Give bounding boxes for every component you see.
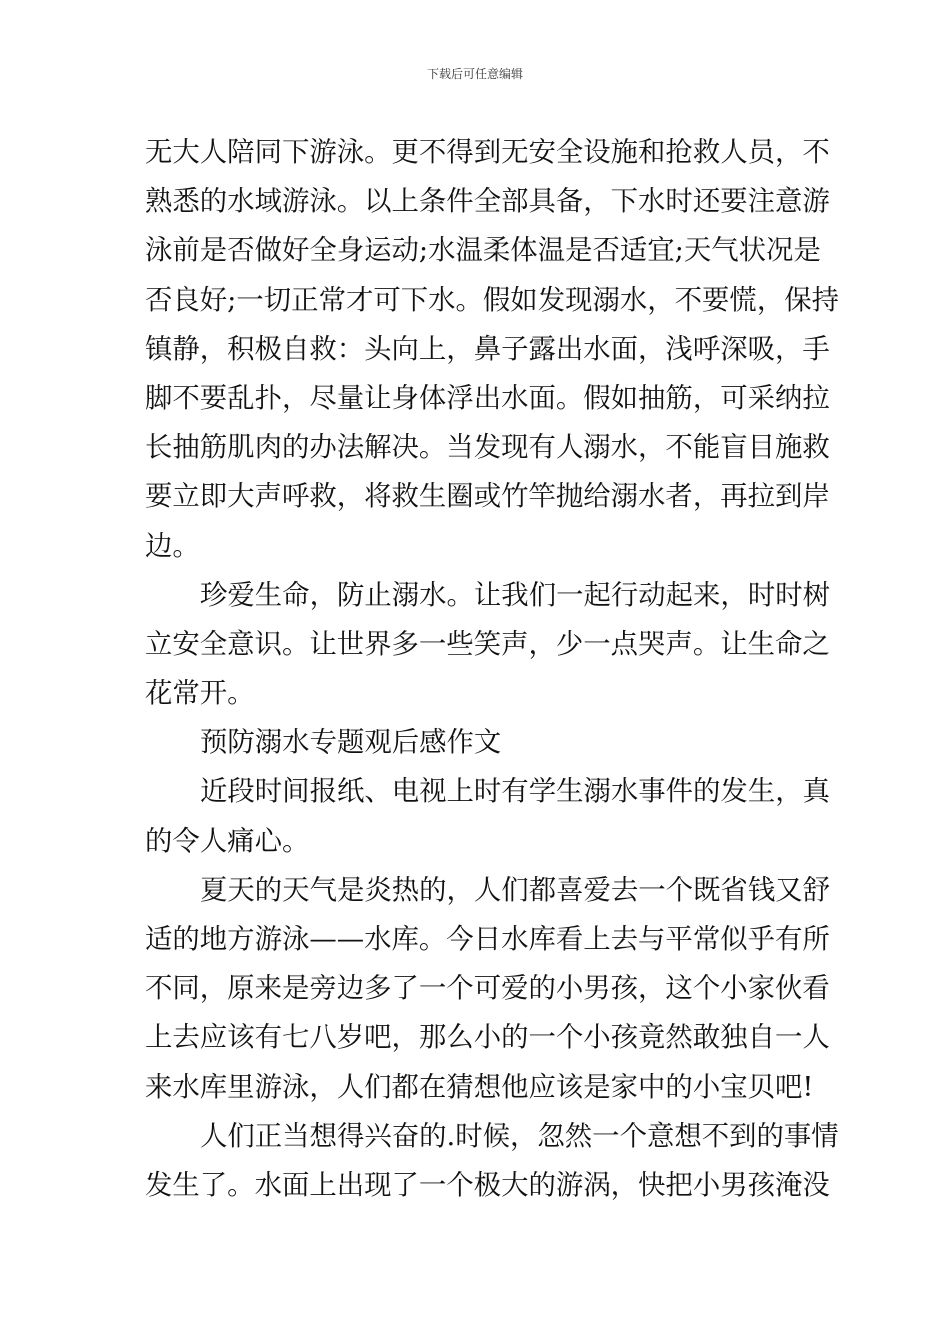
text-line: 适的地方游泳——水库。今日水库看上去与平常似乎有所 xyxy=(145,924,830,955)
text-line: 边。 xyxy=(145,530,200,562)
text-line: 镇静，积极自救：头向上，鼻子露出水面，浅呼深吸，手 xyxy=(145,333,830,365)
text-line: 无大人陪同下游泳。更不得到无安全设施和抢救人员，不 xyxy=(145,137,830,168)
text-line: 来水库里游泳，人们都在猜想他应该是家中的小宝贝吧! xyxy=(145,1071,814,1103)
text-line: 否良好;一切正常才可下水。假如发现溺水，不要慌，保持 xyxy=(145,284,839,316)
text-line: 人们正当想得兴奋的.时候，忽然一个意想不到的事情 xyxy=(200,1120,839,1152)
text-line: 预防溺水专题观后感作文 xyxy=(200,727,502,759)
text-line: 立安全意识。让世界多一些笑声，少一点哭声。让生命之 xyxy=(145,628,830,660)
text-line: 夏天的天气是炎热的，人们都喜爱去一个既省钱又舒 xyxy=(200,874,830,906)
text-line: 脚不要乱扑，尽量让身体浮出水面。假如抽筋，可采纳拉 xyxy=(145,382,830,414)
text-line: 上去应该有七八岁吧，那么小的一个小孩竟然敢独自一人 xyxy=(145,1022,830,1054)
document-body xyxy=(145,128,839,1210)
text-line: 发生了。水面上出现了一个极大的游涡，快把小男孩淹没 xyxy=(145,1169,830,1201)
text-line: 不同，原来是旁边多了一个可爱的小男孩，这个小家伙看 xyxy=(145,973,830,1005)
text-line: 珍爱生命，防止溺水。让我们一起行动起来，时时树 xyxy=(200,579,830,611)
page-header: 下载后可任意编辑 xyxy=(426,67,523,81)
text-line: 近段时间报纸、电视上时有学生溺水事件的发生，真 xyxy=(200,776,830,808)
text-line: 泳前是否做好全身运动;水温柔体温是否适宜;天气状况是 xyxy=(145,235,821,267)
text-line: 花常开。 xyxy=(145,678,255,710)
text-line: 熟悉的水域游泳。以上条件全部具备，下水时还要注意游 xyxy=(145,186,830,218)
text-line: 要立即大声呼救，将救生圈或竹竿抛给溺水者，再拉到岸 xyxy=(145,481,830,513)
text-line: 的令人痛心。 xyxy=(145,825,310,857)
text-line: 长抽筋肌肉的办法解决。当发现有人溺水，不能盲目施救 xyxy=(145,432,830,464)
